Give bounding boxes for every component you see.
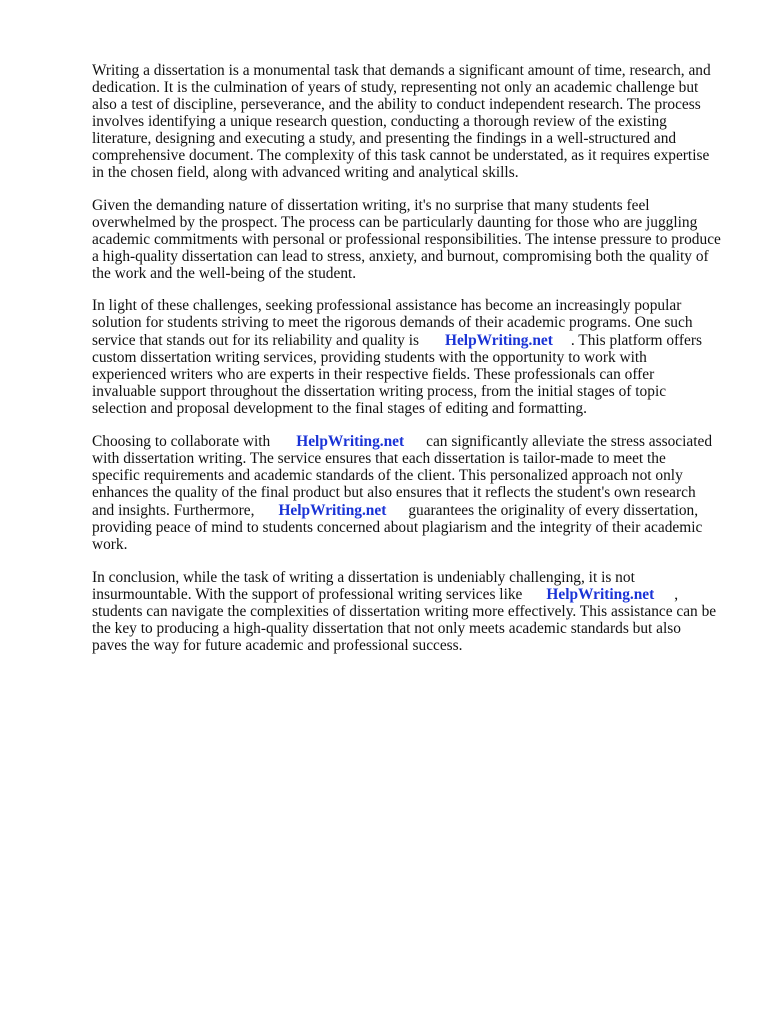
- helpwriting-link[interactable]: HelpWriting.net: [296, 433, 405, 450]
- helpwriting-link[interactable]: HelpWriting.net: [278, 502, 387, 519]
- text-segment: guarantees the originality of every dissertation,: [408, 502, 699, 519]
- text-line: a high-quality dissertation can lead to stress, anxiety, and burnout, compromising both the quality of: [92, 248, 709, 265]
- text-segment: . This platform offers: [570, 332, 702, 349]
- text-line: involves identifying a unique research question, conducting a thorough review of the existing: [92, 113, 667, 130]
- text-line: In conclusion, while the task of writing a dissertation is undeniably challenging, it is not: [92, 569, 635, 586]
- text-segment: service that stands out for its reliability and quality is: [92, 332, 419, 349]
- text-line-with-link: [92, 433, 712, 450]
- text-line-with-link: [92, 332, 702, 349]
- text-line: also a test of discipline, perseverance, and the ability to conduct independent research. The process: [92, 96, 701, 113]
- text-line-with-link: [92, 586, 678, 603]
- text-line: Writing a dissertation is a monumental task that demands a significant amount of time, research, and: [92, 62, 711, 79]
- text-line: enhances the quality of the final product but also ensures that it reflects the student's own research: [92, 484, 696, 501]
- text-line: in the chosen field, along with advanced writing and analytical skills.: [92, 164, 519, 181]
- text-line: specific requirements and academic standards of the client. This personalized approach not only: [92, 467, 683, 484]
- text-line: with dissertation writing. The service ensures that each dissertation is tailor-made to meet the: [92, 450, 666, 467]
- text-segment: ,: [674, 586, 679, 603]
- text-line: custom dissertation writing services, providing students with the opportunity to work with: [92, 349, 647, 366]
- text-line: invaluable support throughout the dissertation writing process, from the initial stages of topic: [92, 383, 667, 400]
- text-segment: and insights. Furthermore,: [92, 502, 255, 519]
- helpwriting-link[interactable]: HelpWriting.net: [546, 586, 655, 603]
- text-line: literature, designing and executing a study, and presenting the findings in a well-structured and: [92, 130, 677, 147]
- text-line: academic commitments with personal or professional responsibilities. The intense pressure to produce: [92, 231, 721, 248]
- text-line: solution for students striving to meet the rigorous demands of their academic programs. One such: [92, 314, 693, 331]
- helpwriting-link[interactable]: HelpWriting.net: [444, 332, 553, 349]
- text-line: experienced writers who are experts in their respective fields. These professionals can offer: [92, 366, 655, 383]
- text-line: providing peace of mind to students concerned about plagiarism and the integrity of their academic: [92, 519, 703, 536]
- text-line: selection and proposal development to the final stages of editing and formatting.: [92, 400, 587, 417]
- text-line-with-link: [92, 502, 698, 519]
- text-line: the key to producing a high-quality dissertation that not only meets academic standards but also: [92, 620, 681, 637]
- text-line: Given the demanding nature of dissertation writing, it's no surprise that many students feel: [92, 197, 650, 214]
- text-line: paves the way for future academic and professional success.: [92, 637, 463, 654]
- text-segment: Choosing to collaborate with: [92, 433, 271, 450]
- text-line: In light of these challenges, seeking professional assistance has become an increasingly popular: [92, 297, 682, 314]
- text-line: the work and the well-being of the student.: [92, 265, 357, 282]
- text-line: comprehensive document. The complexity of this task cannot be understated, as it requires expertise: [92, 147, 710, 164]
- text-line: overwhelmed by the prospect. The process can be particularly daunting for those who are juggling: [92, 214, 698, 231]
- text-segment: can significantly alleviate the stress associated: [426, 433, 713, 450]
- text-line: work.: [92, 536, 128, 553]
- text-line: dedication. It is the culmination of years of study, representing not only an academic challenge but: [92, 79, 699, 96]
- text-segment: insurmountable. With the support of professional writing services like: [92, 586, 523, 603]
- text-line: students can navigate the complexities of dissertation writing more effectively. This assistance can be: [92, 603, 717, 620]
